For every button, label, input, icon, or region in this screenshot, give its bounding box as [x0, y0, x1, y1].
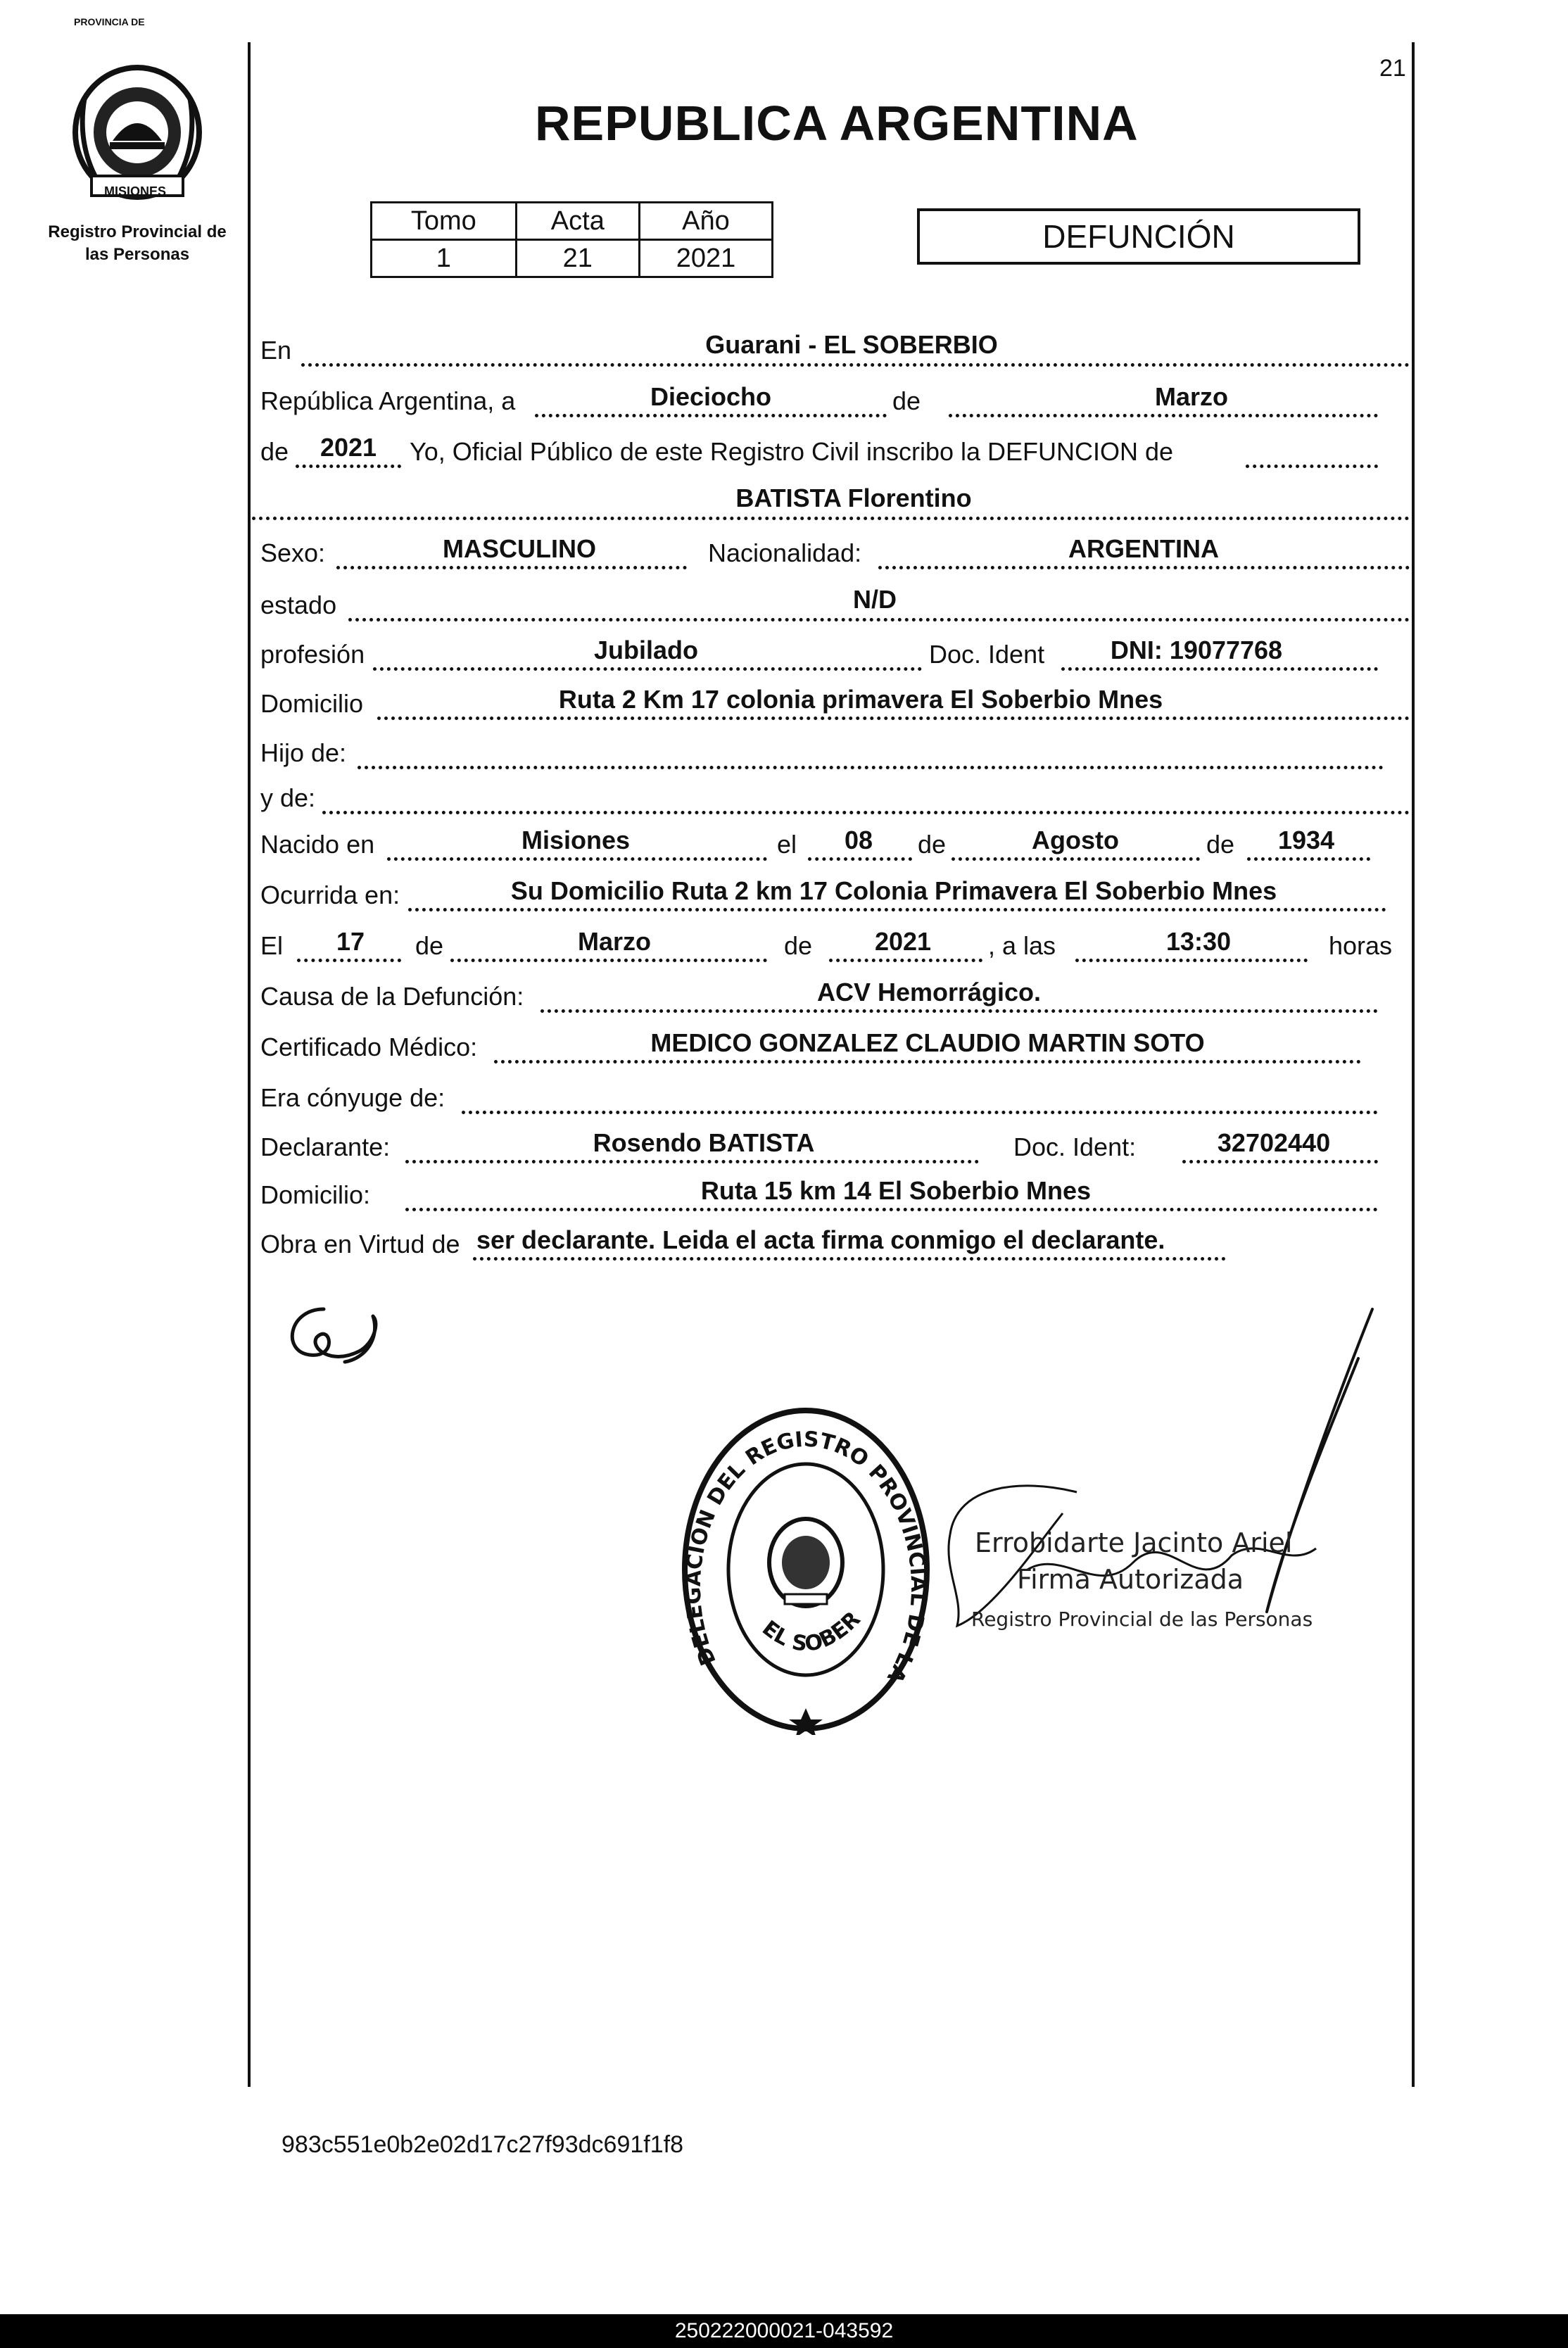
- fallec-dia-line: [297, 959, 401, 962]
- y-de-label: y de:: [260, 783, 316, 812]
- fallec-dia-value: 17: [336, 927, 365, 956]
- de-label-5: de: [415, 931, 444, 960]
- sexo-value: MASCULINO: [443, 534, 596, 563]
- declarante-line: [405, 1160, 979, 1163]
- estado-label: estado: [260, 591, 337, 619]
- authorized-signature: [936, 1302, 1386, 1696]
- yo-oficial-text: Yo, Oficial Público de este Registro Civil inscribo la DEFUNCION de: [410, 437, 1174, 466]
- stamp-inner-text: EL SOBER: [757, 1606, 866, 1657]
- office-stamp: [679, 1404, 932, 1735]
- mes-line: [949, 414, 1378, 417]
- fallec-anio-line: [829, 959, 982, 962]
- profesion-label: profesión: [260, 640, 365, 669]
- officer-initials-signature: [274, 1295, 415, 1387]
- tomo-header: Tomo: [372, 203, 517, 240]
- page-title: REPUBLICA ARGENTINA: [535, 96, 1139, 151]
- lugar-value: Guarani - EL SOBERBIO: [705, 330, 998, 359]
- footer-code: 250222000021-043592: [674, 2319, 894, 2342]
- certificado-value: MEDICO GONZALEZ CLAUDIO MARTIN SOTO: [650, 1028, 1205, 1057]
- emblem-top-text: PROVINCIA DE: [74, 16, 145, 27]
- sexo-line: [336, 566, 687, 569]
- causa-value: ACV Hemorrágico.: [816, 978, 1042, 1006]
- mes-value: Marzo: [1154, 382, 1229, 411]
- estado-line: [348, 618, 1410, 621]
- el-label-1: el: [777, 830, 797, 859]
- declarante-doc-value: 32702440: [1217, 1128, 1331, 1157]
- tomo-value: 1: [372, 240, 517, 277]
- estado-value: N/D: [853, 585, 897, 614]
- fallec-mes-line: [450, 959, 767, 962]
- domicilio-line: [377, 717, 1410, 720]
- anio-value: 2021: [639, 240, 772, 277]
- doc-ident-label: Doc. Ident: [929, 640, 1045, 669]
- ocurrida-en-label: Ocurrida en:: [260, 880, 400, 909]
- signer-role: Firma Autorizada: [1017, 1564, 1244, 1595]
- anio-value: 2021: [320, 433, 377, 462]
- de-label-3: de: [918, 830, 947, 859]
- right-margin-rule: [1412, 42, 1415, 2087]
- fallec-mes-value: Marzo: [577, 927, 652, 956]
- horas-label: horas: [1329, 931, 1393, 960]
- nacido-dia-line: [808, 857, 912, 861]
- record-reference-table: [370, 201, 773, 278]
- doc-ident2-label: Doc. Ident:: [1013, 1132, 1137, 1161]
- left-margin-rule: [248, 42, 251, 2087]
- document-hash: 983c551e0b2e02d17c27f93dc691f1f8: [282, 2131, 683, 2158]
- domicilio-label: Domicilio: [260, 689, 364, 718]
- dia-letras-value: Dieciocho: [650, 382, 772, 411]
- nacido-mes-line: [951, 857, 1200, 861]
- ocurrida-value: Su Domicilio Ruta 2 km 17 Colonia Primavera El Soberbio Mnes: [510, 876, 1277, 905]
- en-label: En: [260, 336, 292, 365]
- sexo-label: Sexo:: [260, 538, 326, 567]
- certificado-label: Certificado Médico:: [260, 1033, 478, 1061]
- hijo-de-label: Hijo de:: [260, 738, 347, 767]
- causa-label: Causa de la Defunción:: [260, 982, 524, 1011]
- dia-line: [535, 414, 887, 417]
- de-label-4: de: [1206, 830, 1235, 859]
- anio-header: Año: [639, 203, 772, 240]
- domicilio-value: Ruta 2 Km 17 colonia primavera El Soberbio Mnes: [558, 685, 1163, 714]
- emblem-bottom-text: MISIONES: [104, 184, 167, 198]
- record-type-box: [917, 208, 1360, 265]
- record-type-label: DEFUNCIÓN: [1042, 218, 1235, 255]
- declarante-dom-line: [405, 1208, 1378, 1211]
- declarante-label: Declarante:: [260, 1132, 391, 1161]
- stamp-ring-text: DELEGACION DEL REGISTRO PROVINCIAL DE LA: [681, 1427, 931, 1687]
- en-line: [301, 363, 1410, 367]
- certificado-line: [494, 1060, 1361, 1063]
- doc-value: DNI: 19077768: [1110, 636, 1283, 664]
- nacido-anio-line: [1247, 857, 1370, 861]
- a-las-label: , a las: [988, 931, 1056, 960]
- nacido-mes-value: Agosto: [1032, 826, 1119, 854]
- nacido-anio-value: 1934: [1277, 826, 1335, 854]
- republica-label: República Argentina, a: [260, 386, 516, 415]
- signer-office: Registro Provincial de las Personas: [971, 1608, 1313, 1631]
- el-label-2: El: [260, 931, 284, 960]
- nacionalidad-label: Nacionalidad:: [708, 538, 862, 567]
- anio-line: [296, 465, 401, 468]
- declarante-doc-line: [1182, 1160, 1378, 1163]
- acta-value: 21: [516, 240, 639, 277]
- record-value-row: [372, 240, 773, 277]
- domicilio2-label: Domicilio:: [260, 1180, 371, 1209]
- nombre-value: BATISTA Florentino: [735, 484, 972, 512]
- declarante-dom-value: Ruta 15 km 14 El Soberbio Mnes: [700, 1176, 1092, 1205]
- yo-line: [1246, 465, 1378, 468]
- de-label-6: de: [784, 931, 813, 960]
- de-label-1: de: [892, 386, 921, 415]
- hijo-line: [358, 766, 1384, 769]
- nacido-dia-value: 08: [844, 826, 873, 854]
- hora-value: 13:30: [1165, 927, 1232, 956]
- obra-line: [473, 1257, 1226, 1261]
- obra-label: Obra en Virtud de: [260, 1230, 460, 1258]
- profesion-value: Jubilado: [593, 636, 699, 664]
- fallec-anio-value: 2021: [874, 927, 932, 956]
- nacido-lugar-value: Misiones: [521, 826, 631, 854]
- causa-line: [540, 1009, 1378, 1013]
- obra-value: ser declarante. Leida el acta firma conmigo el declarante.: [476, 1225, 1165, 1254]
- ocurrida-line: [408, 908, 1386, 911]
- acta-header: Acta: [516, 203, 639, 240]
- signer-name: Errobidarte Jacinto Ariel: [975, 1527, 1293, 1558]
- conyuge-label: Era cónyuge de:: [260, 1083, 445, 1112]
- nacionalidad-value: ARGENTINA: [1068, 534, 1219, 563]
- de-label-2: de: [260, 437, 289, 466]
- conyuge-line: [462, 1111, 1378, 1114]
- nacido-en-label: Nacido en: [260, 830, 375, 859]
- logo-caption-line1: Registro Provincial de: [48, 222, 227, 241]
- doc-line: [1061, 667, 1378, 671]
- hora-line: [1075, 959, 1308, 962]
- profesion-line: [373, 667, 922, 671]
- nacido-lugar-line: [387, 857, 767, 861]
- declarante-value: Rosendo BATISTA: [593, 1128, 815, 1157]
- logo-caption-line2: las Personas: [84, 245, 190, 264]
- province-emblem-logo: [63, 56, 211, 204]
- record-header-row: [372, 203, 773, 240]
- nombre-line: [252, 517, 1410, 520]
- footer-code-bar: [0, 2314, 1568, 2348]
- nacionalidad-line: [878, 566, 1410, 569]
- page-number: 21: [1379, 55, 1406, 82]
- y-de-line: [322, 811, 1410, 814]
